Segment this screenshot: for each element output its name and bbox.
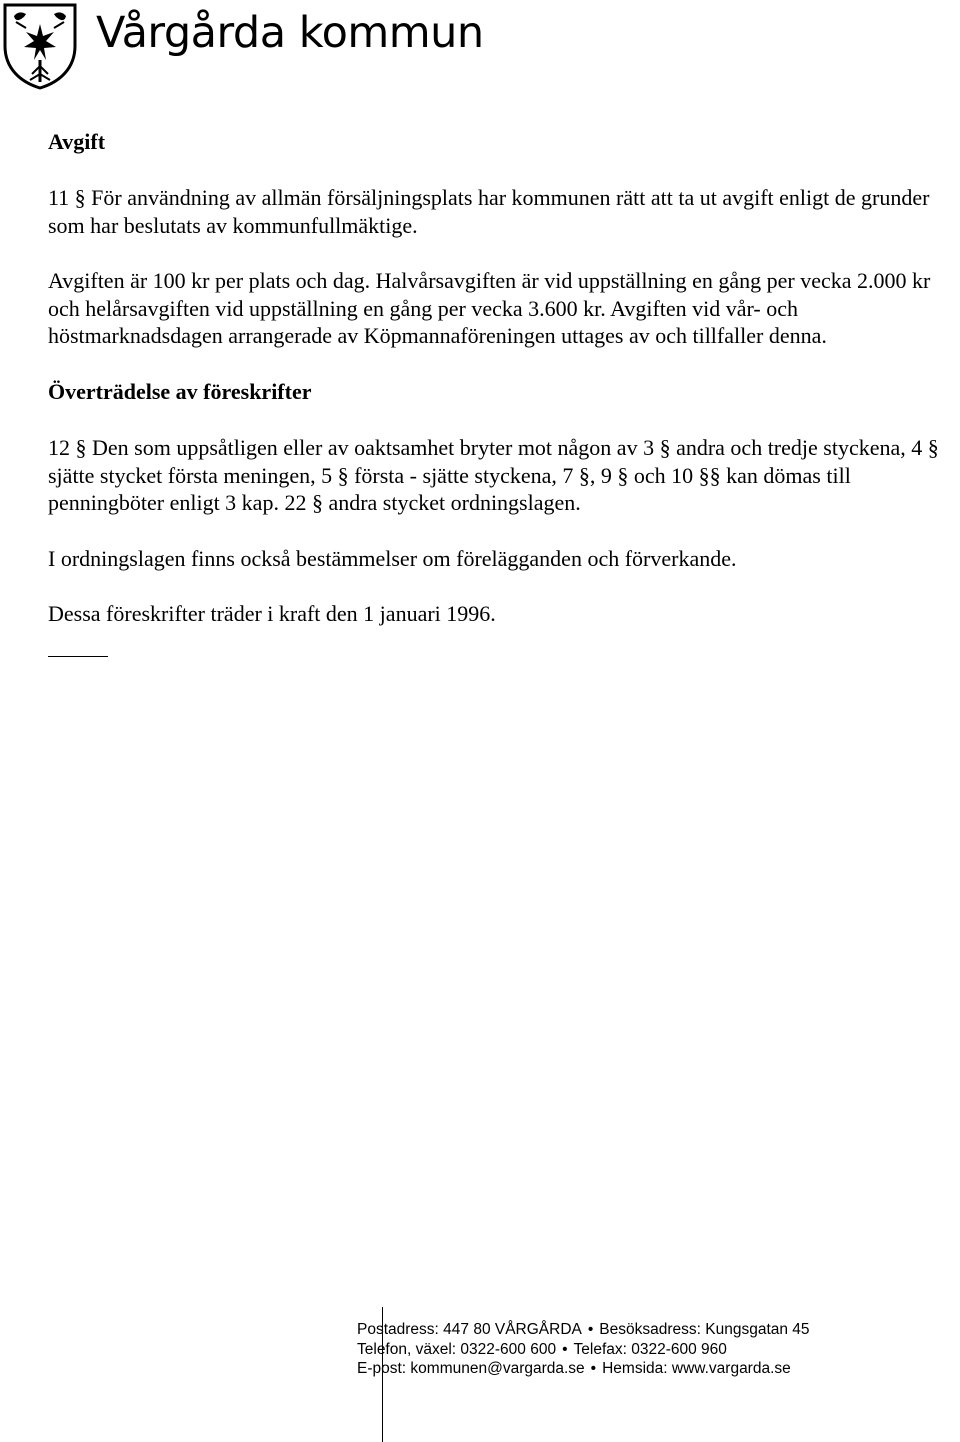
phone-number: Telefon, växel: 0322-600 600 (357, 1340, 557, 1358)
section-heading-avgift: Avgift (48, 129, 106, 154)
paragraph-effective-date: Dessa föreskrifter träder i kraft den 1 januari 1996. (48, 601, 496, 627)
page-header (0, 0, 960, 95)
paragraph-fees: Avgiften är 100 kr per plats och dag. Halvårsavgiften är vid uppställning en gång per vecka 2.000 kr och helårsavgiften vid uppställning en gång per vecka 3.600 kr. Avgiften vid vår- och höstmarknadsdagen arrangerade av Köpmannaföreningen uttages av och tillfaller denna. (48, 268, 931, 349)
fax-number: Telefax: 0322-600 960 (573, 1340, 727, 1358)
organization-name: Vårgårda kommun (96, 8, 484, 58)
paragraph-12: 12 § Den som uppsåtligen eller av oaktsamhet bryter mot någon av 3 § andra och tredje styckena, 4 § sjätte stycket första meningen, 5 § första - sjätte styckena, 7 §, 9 § och 10 §§ kan dömas till penningböter enligt 3 kap. 22 § andra stycket ordningslagen. (48, 434, 939, 516)
footer-line-2 (357, 1340, 810, 1360)
footer-line-3 (357, 1359, 810, 1379)
paragraph-ordningslagen: I ordningslagen finns också bestämmelser om förelägganden och förverkande. (48, 545, 737, 571)
postal-address: Postadress: 447 80 VÅRGÅRDA (357, 1321, 582, 1338)
bullet-separator: • (587, 1321, 594, 1338)
municipal-coat-of-arms-icon (2, 2, 78, 90)
section-heading-overtradelse: Överträdelse av föreskrifter (48, 378, 312, 404)
email-address: E-post: kommunen@vargarda.se (357, 1360, 585, 1377)
paragraph-11: 11 § För användning av allmän försäljningsplats har kommunen rätt att ta ut avgift enligt de grunder som har beslutats av kommunfullmäktige. (48, 185, 930, 238)
footer-line-1 (357, 1320, 810, 1340)
bullet-separator: • (590, 1360, 597, 1377)
page-footer (357, 1320, 810, 1379)
bullet-separator: • (562, 1340, 568, 1358)
document-body (48, 128, 948, 657)
end-rule (48, 656, 108, 657)
website-address: Hemsida: www.vargarda.se (602, 1360, 791, 1377)
visiting-address: Besöksadress: Kungsgatan 45 (599, 1321, 810, 1338)
